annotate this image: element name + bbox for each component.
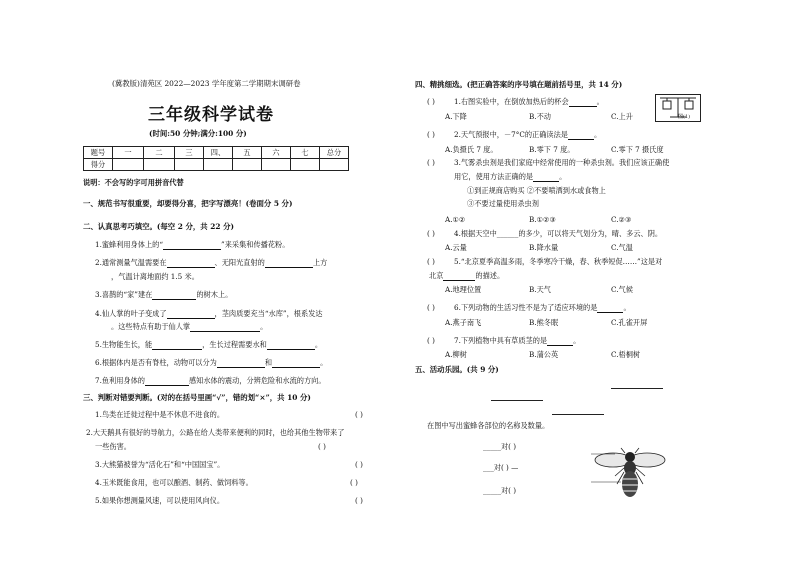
score-cell[interactable] (144, 159, 175, 171)
judge-question-2-cont: 一些伤害。 (95, 442, 131, 451)
judge-answer-paren[interactable]: ( ) (355, 496, 363, 505)
choice-question-7: 7.下列植物中具有草质茎的是 。 (454, 336, 581, 345)
choice-item: ①到正规商店购买 ②不要喷洒到水或食物上 (467, 186, 606, 195)
choice-option[interactable]: C.气候 (611, 285, 633, 294)
score-header: 二 (144, 147, 175, 159)
experiment-figure (655, 94, 701, 122)
score-header: 总分 (320, 147, 349, 159)
choice-answer-paren[interactable]: ( ) (427, 130, 435, 139)
score-cell[interactable] (233, 159, 262, 171)
answer-blank[interactable] (568, 131, 594, 140)
exam-header: (冀教版)清苑区 2022—2023 学年度第二学期期末调研卷 (112, 79, 301, 88)
answer-blank[interactable] (533, 173, 559, 182)
choice-answer-paren[interactable]: ( ) (427, 97, 435, 106)
fill-question-1: 1.蜜蜂利用身体上的“ ”来采集和传播花粉。 (95, 240, 290, 249)
answer-blank[interactable] (152, 341, 202, 350)
score-cell[interactable] (320, 159, 349, 171)
answer-blank[interactable] (597, 304, 623, 313)
fill-question-7: 7.鱼利用身体的 感知水体的震动，分辨危险和水流的方向。 (95, 376, 326, 385)
bee-label-line-2[interactable]: ___对( ) — (483, 463, 519, 472)
page-title: 三年级科学试卷 (148, 105, 274, 125)
choice-option[interactable]: C.孔雀开屏 (611, 318, 648, 327)
fill-question-3: 3.喜鹊的“家”建在 的树木上。 (95, 290, 233, 299)
choice-option[interactable]: B.①②③ (529, 215, 556, 224)
choice-question-1: 1.右图实验中，在倒放加热后的杯会 。 (454, 97, 604, 106)
choice-question-2: 2.天气预报中，－7°C的正确读法是 。 (454, 130, 602, 139)
answer-blank[interactable] (190, 323, 260, 332)
choice-option[interactable]: C.②③ (611, 215, 632, 224)
score-cell[interactable] (113, 159, 144, 171)
score-cell[interactable] (291, 159, 320, 171)
answer-blank[interactable] (267, 341, 315, 350)
judge-answer-paren[interactable]: ( ) (350, 478, 358, 487)
score-row-label: 得分 (84, 159, 113, 171)
answer-blank[interactable] (152, 291, 196, 300)
activity-instructions: 在图中写出蜜蜂各部位的名称及数量。 (427, 421, 550, 430)
answer-line[interactable] (552, 414, 604, 415)
choice-option[interactable]: C.气温 (611, 243, 633, 252)
fill-question-2: 2.通常测量气温需要在 、无阳光直射的 上方 (95, 258, 328, 267)
choice-option[interactable]: A.负摄氏 7 度。 (445, 145, 498, 154)
answer-line[interactable] (611, 388, 663, 389)
choice-question-6: 6.下列动物的生活习性不是为了适应环境的是 。 (454, 303, 631, 312)
choice-question-3-cont: 用它，使用方法正确的是 。 (454, 172, 567, 181)
section-4-heading: 四、精挑细选。(把正确答案的序号填在题前括号里，共 14 分) (415, 80, 623, 89)
fill-question-5: 5.生物能生长，能 ，生长过程需要水和 。 (95, 340, 323, 349)
choice-option[interactable]: B.蒲公英 (529, 350, 559, 359)
choice-option[interactable]: A.云量 (445, 243, 467, 252)
choice-answer-paren[interactable]: ( ) (427, 336, 435, 345)
right-page (397, 0, 794, 561)
choice-option[interactable]: C.零下 7 摄氏度 (611, 145, 664, 154)
choice-option[interactable]: A.地理位置 (445, 285, 482, 294)
score-header: 七 (291, 147, 320, 159)
choice-option[interactable]: B.不动 (529, 112, 551, 121)
choice-option[interactable]: C.梧桐树 (611, 350, 641, 359)
score-header: 题号 (84, 147, 113, 159)
choice-item: ③不要过量使用杀虫剂 (467, 199, 539, 208)
judge-answer-paren[interactable]: ( ) (318, 442, 326, 451)
answer-blank[interactable] (547, 337, 573, 346)
choice-option[interactable]: A.柳树 (445, 350, 467, 359)
section-3-heading: 三、判断对错要判断。(对的在括号里画“√”，错的划“×”，共 10 分) (83, 393, 311, 402)
fill-question-4-cont: 。这些特点有助于仙人掌 。 (111, 322, 268, 331)
choice-answer-paren[interactable]: ( ) (427, 303, 435, 312)
choice-question-4: 4.根据天空中______的多少，可以将天气划分为，晴、多云、阴。 (454, 229, 663, 238)
bee-label-line-1[interactable]: _____对( ) (483, 442, 517, 451)
bee-label-line-3[interactable]: _____对( ) (483, 486, 517, 495)
choice-answer-paren[interactable]: ( ) (427, 229, 435, 238)
choice-question-5: 5.“北京夏季高温多雨，冬季寒冷干燥，春、秋季短促……”这是对 (454, 257, 663, 266)
score-cell[interactable] (175, 159, 204, 171)
section-2-heading: 二、认真思考巧填空。(每空 2 分，共 22 分) (83, 222, 234, 231)
judge-question-4: 4.玉米既能食用，也可以酿酒、制药、做饲料等。 (95, 478, 253, 487)
answer-blank[interactable] (217, 359, 265, 368)
fill-question-2-cont: ，气温计离地面约 1.5 米。 (111, 272, 199, 281)
choice-question-3: 3.气雾杀虫剂是我们家庭中经常使用的一种杀虫剂。我们应该正确使 (454, 158, 670, 167)
score-table (83, 146, 349, 171)
bee-icon (591, 446, 671, 506)
judge-question-1: 1.鸟类在迁徙过程中是不休息不进食的。 (95, 410, 225, 419)
fill-question-6: 6.根据体内是否有脊柱，动物可以分为 和 。 (95, 358, 328, 367)
choice-question-5-cont: 北京 的描述。 (429, 271, 505, 280)
judge-answer-paren[interactable]: ( ) (355, 410, 363, 419)
choice-option[interactable]: B.熊冬眠 (529, 318, 559, 327)
time-info: (时间:50 分钟;满分:100 分) (149, 129, 247, 138)
fill-question-4: 4.仙人掌的叶子变成了 ，茎肉质要充当“水库”，根系发达 (95, 309, 323, 318)
answer-blank[interactable] (265, 259, 313, 268)
answer-line[interactable] (491, 400, 543, 401)
choice-option[interactable]: A.下降 (445, 112, 467, 121)
instructions-note: 说明：不会写的字可用拼音代替 (83, 178, 184, 187)
section-1-heading: 一、规范书写很重要，却要得分喜，把字写漂亮！(卷面分 5 分) (83, 199, 293, 208)
judge-question-2: 2.大天鹅具有很好的导航力，公路在给人类带来便利的同时，也给其他生物带来了 (86, 428, 345, 437)
score-header: 五 (233, 147, 262, 159)
answer-blank[interactable] (167, 259, 215, 268)
choice-option[interactable]: B.天气 (529, 285, 551, 294)
choice-option[interactable]: B.零下 7 度。 (529, 145, 575, 154)
choice-answer-paren[interactable]: ( ) (427, 158, 435, 167)
choice-answer-paren[interactable]: ( ) (427, 257, 435, 266)
answer-blank[interactable] (569, 98, 597, 107)
choice-option[interactable]: B.降水量 (529, 243, 559, 252)
score-header: 一 (113, 147, 144, 159)
choice-option[interactable]: C.上升 (611, 112, 633, 121)
choice-option[interactable]: A.①② (445, 215, 466, 224)
score-header: 三 (175, 147, 204, 159)
section-5-heading: 五、活动乐园。(共 9 分) (415, 365, 499, 374)
choice-option[interactable]: A.燕子南飞 (445, 318, 482, 327)
answer-blank[interactable] (167, 310, 215, 319)
figure-label: 图(1) (678, 114, 691, 120)
answer-blank[interactable] (145, 377, 189, 386)
answer-blank[interactable] (443, 272, 475, 281)
answer-blank[interactable] (163, 241, 221, 250)
answer-blank[interactable] (272, 359, 320, 368)
score-header: 六 (262, 147, 291, 159)
judge-question-3: 3.大熊猫被誉为“活化石”和“中国国宝”。 (95, 460, 225, 469)
score-cell[interactable] (204, 159, 233, 171)
score-header: 四、 (204, 147, 233, 159)
judge-question-5: 5.如果你想测量风速，可以使用风向仪。 (95, 496, 225, 505)
score-cell[interactable] (262, 159, 291, 171)
judge-answer-paren[interactable]: ( ) (355, 460, 363, 469)
